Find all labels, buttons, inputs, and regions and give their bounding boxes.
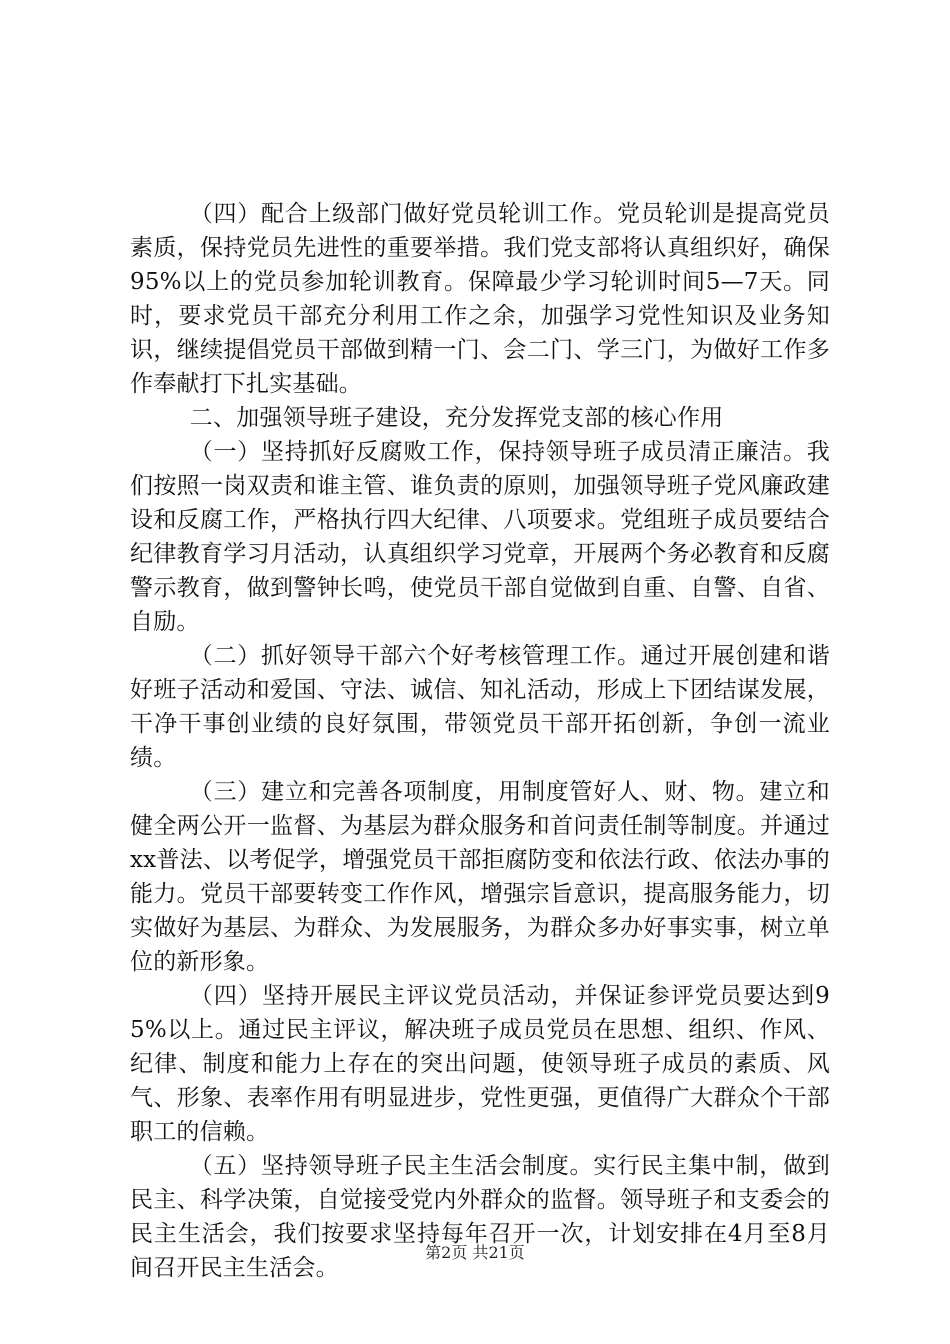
paragraph-training: （四）配合上级部门做好党员轮训工作。党员轮训是提高党员素质，保持党员先进性的重要举措。我们党支部将认真组织好，确保95%以上的党员参加轮训教育。保障最少学习轮训时间5—7天。同时，要求党员干部充分利用工作之余，加强学习党性知识及业务知识，继续提倡党员干部做到精一门、会二门、学三门，为做好工作多作奉献打下扎实基础。 bbox=[130, 201, 830, 397]
paragraph-systems: （三）建立和完善各项制度，用制度管好人、财、物。建立和健全两公开一监督、为基层为群众服务和首问责任制等制度。并通过xx普法、以考促学，增强党员干部拒腐防变和依法行政、依法办事的能力。党员干部要转变工作作风，增强宗旨意识，提高服务能力，切实做好为基层、为群众、为发展服务，为群众多办好事实事，树立单位的新形象。 bbox=[130, 779, 830, 975]
paragraph-anti-corruption: （一）坚持抓好反腐败工作，保持领导班子成员清正廉洁。我们按照一岗双责和谁主管、谁负责的原则，加强领导班子党风廉政建设和反腐工作，严格执行四大纪律、八项要求。党组班子成员要结合纪律教育学习月活动，认真组织学习党章，开展两个务必教育和反腐警示教育，做到警钟长鸣，使党员干部自觉做到自重、自警、自省、自励。 bbox=[130, 439, 830, 635]
page-number: 第2页 共21页 bbox=[425, 1243, 525, 1262]
section-heading-leadership: 二、加强领导班子建设，充分发挥党支部的核心作用 bbox=[189, 405, 724, 431]
document-body bbox=[130, 197, 830, 1285]
paragraph-evaluation: （四）坚持开展民主评议党员活动，并保证参评党员要达到95%以上。通过民主评议，解决班子成员党员在思想、组织、作风、纪律、制度和能力上存在的突出问题，使领导班子成员的素质、风气、形象、表率作用有明显进步，党性更强，更值得广大群众个干部职工的信赖。 bbox=[130, 983, 830, 1145]
paragraph-life-meeting: （五）坚持领导班子民主生活会制度。实行民主集中制，做到民主、科学决策，自觉接受党内外群众的监督。领导班子和支委会的民主生活会，我们按要求坚持每年召开一次，计划安排在4月至8月间召开民主生活会。 bbox=[130, 1153, 830, 1281]
paragraph-assessment: （二）抓好领导干部六个好考核管理工作。通过开展创建和谐好班子活动和爱国、守法、诚信、知礼活动，形成上下团结谋发展，干净干事创业绩的良好氛围，带领党员干部开拓创新，争创一流业绩。 bbox=[130, 643, 830, 771]
